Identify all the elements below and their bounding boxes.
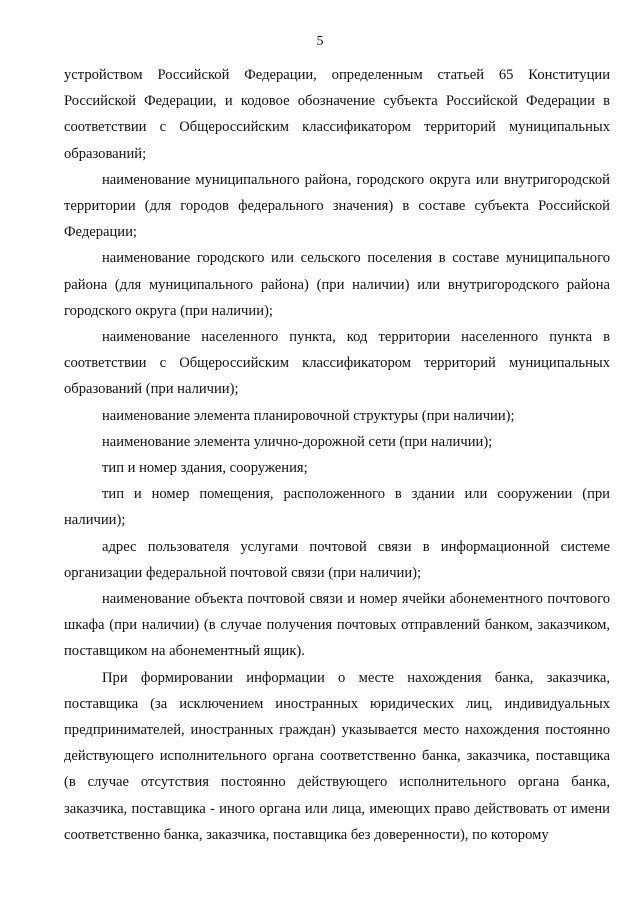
paragraph-6: наименование элемента улично-дорожной сети (при наличии); [102, 433, 493, 450]
paragraph-9: адрес пользователя услугами почтовой связи в информационной системе организации федеральной почтовой связи (при наличии); [64, 538, 610, 581]
paragraph-7: тип и номер здания, сооружения; [102, 460, 308, 477]
document-body [64, 62, 610, 848]
paragraph-1: устройством Российской Федерации, определенным статьей 65 Конституции Российской Федерации, и кодовое обозначение субъекта Российской Федерации в соответствии с Общероссийским классификатором территорий муниципальных образований; [64, 67, 610, 162]
paragraph-3: наименование городского или сельского поселения в составе муниципального района (для муниципального района) (при наличии) или внутригородского района городского округа (при наличии); [64, 250, 610, 319]
paragraph-11: При формировании информации о месте нахождения банка, заказчика, поставщика (за исключением иностранных юридических лиц, индивидуальных предпринимателей, иностранных граждан) указывается место нахождения постоянно действующего исполнительного органа соответственно банка, заказчика, поставщика (в случае отсутствия постоянно действующего исполнительного органа банка, заказчика, поставщика - иного органа или лица, имеющих право действовать от имени соответственно банка, заказчика, поставщика без доверенности), по которому [64, 669, 610, 843]
paragraph-5: наименование элемента планировочной структуры (при наличии); [102, 407, 515, 424]
page-number: 5 [316, 34, 324, 49]
paragraph-2: наименование муниципального района, городского округа или внутригородской территории (для городов федерального значения) в составе субъекта Российской Федерации; [64, 171, 610, 241]
paragraph-8: тип и номер помещения, расположенного в здании или сооружении (при наличии); [64, 486, 610, 529]
paragraph-10: наименование объекта почтовой связи и номер ячейки абонементного почтового шкафа (при наличии) (в случае получения почтовых отправлений банком, заказчиком, поставщиком на абонементный ящик). [64, 591, 610, 660]
paragraph-4: наименование населенного пункта, код территории населенного пункта в соответствии с Общероссийским классификатором территорий муниципальных образований (при наличии); [64, 329, 610, 398]
